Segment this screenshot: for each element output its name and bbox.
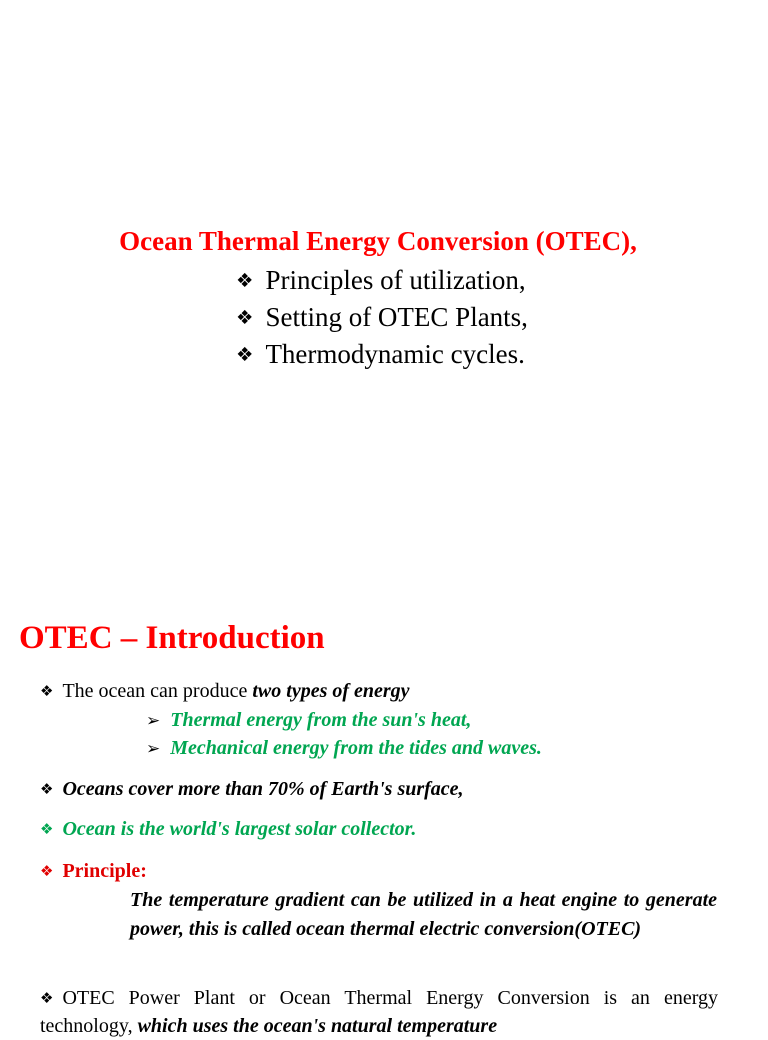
arrow-bullet-icon: ➢: [146, 739, 161, 759]
sub-item-label: Thermal energy from the sun's heat,: [170, 709, 472, 731]
diamond-bullet-icon: ❖: [40, 682, 54, 700]
diamond-bullet-icon: ❖: [236, 343, 254, 366]
list-item: [236, 299, 528, 336]
diamond-bullet-icon: ❖: [40, 989, 54, 1007]
bullet-otec-plant: [40, 984, 718, 1040]
list-item: [236, 262, 528, 299]
diamond-bullet-icon: ❖: [40, 780, 54, 798]
sub-item-thermal: [146, 709, 471, 732]
principle-label: Principle:: [62, 860, 147, 882]
section-title: OTEC – Introduction: [19, 620, 325, 656]
bullet-ocean-coverage: [40, 778, 464, 801]
bullet-text: Ocean is the world's largest solar collector.: [62, 818, 417, 840]
bullet-text: OTEC Power Plant or Ocean Thermal Energy Conversion is an energy technology,: [40, 987, 718, 1037]
bullet-principle: [40, 860, 147, 883]
bullet-emphasis: two types of energy: [252, 680, 410, 702]
slide-introduction: [0, 580, 768, 1037]
arrow-bullet-icon: ➢: [146, 711, 161, 731]
diamond-bullet-icon: ❖: [40, 862, 54, 880]
diamond-bullet-icon: ❖: [236, 306, 254, 329]
diamond-bullet-icon: ❖: [236, 269, 254, 292]
list-item: [236, 336, 528, 373]
sub-item-label: Mechanical energy from the tides and waves.: [170, 737, 542, 759]
sub-item-mechanical: [146, 737, 542, 760]
diamond-bullet-icon: ❖: [40, 820, 54, 838]
slide-title: Ocean Thermal Energy Conversion (OTEC),: [119, 226, 637, 256]
bullet-text: Oceans cover more than 70% of Earth's surface,: [62, 778, 464, 800]
topic-list: [236, 262, 528, 373]
bullet-text: The ocean can produce: [62, 680, 253, 702]
bullet-solar-collector: [40, 818, 416, 841]
list-item-label: Setting of OTEC Plants,: [265, 302, 528, 332]
list-item-label: Thermodynamic cycles.: [265, 339, 525, 369]
bullet-energy-types: [40, 680, 410, 703]
slide-title-page: [0, 0, 768, 512]
list-item-label: Principles of utilization,: [265, 265, 526, 295]
principle-paragraph: The temperature gradient can be utilized in a heat engine to generate power, this is called ocean thermal electric conversion(OTEC): [130, 889, 717, 940]
bullet-emphasis: which uses the ocean's natural temperature: [137, 1015, 498, 1037]
